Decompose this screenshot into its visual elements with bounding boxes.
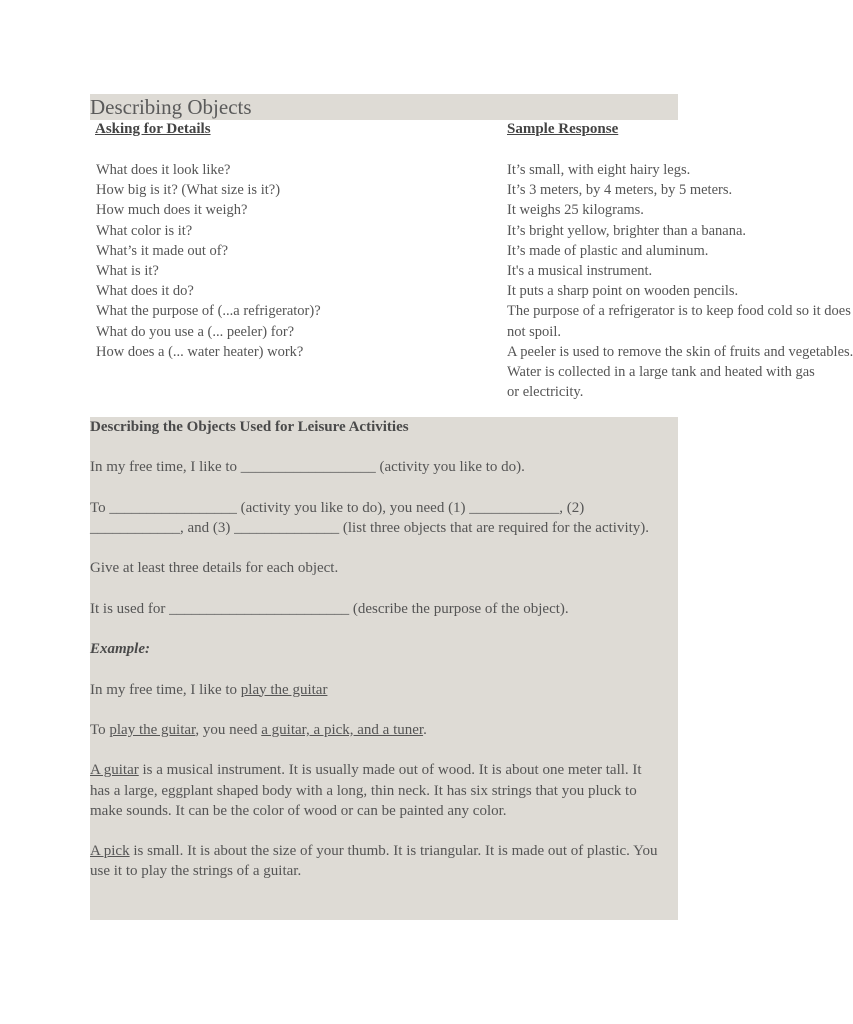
question-item: What’s it made out of? <box>96 242 229 259</box>
question-item: How much does it weigh? <box>96 202 248 219</box>
response-item: It’s bright yellow, brighter than a banana. <box>507 222 747 239</box>
response-item: It’s small, with eight hairy legs. <box>507 162 691 178</box>
response-item: It weighs 25 kilograms. <box>507 202 644 219</box>
question-item: What does it look like? <box>96 162 231 178</box>
example-text: To <box>90 721 110 738</box>
question-item: What the purpose of (...a refrigerator)? <box>96 303 321 320</box>
leisure-content <box>90 417 665 902</box>
asking-heading: Asking for Details <box>95 121 211 137</box>
response-item: A peeler is used to remove the skin of fruits and vegetables. <box>507 343 853 360</box>
sample-heading: Sample Response <box>507 121 619 137</box>
example-activity-link: play the guitar <box>109 721 196 738</box>
page-title: Describing Objects <box>90 95 252 119</box>
question-item: How does a (... water heater) work? <box>96 343 304 360</box>
question-item: What do you use a (... peeler) for? <box>96 323 295 340</box>
leisure-heading: Describing the Objects Used for Leisure Activities <box>90 419 409 435</box>
response-item: or electricity. <box>507 384 584 401</box>
example-text: , you need <box>195 721 262 738</box>
question-item: How big is it? (What size is it?) <box>96 182 281 199</box>
guitar-term: A guitar <box>90 762 139 779</box>
pick-text: is small. It is about the size of your thumb. It is triangular. It is made out of plastic. You use it to play the strings of a guitar. <box>90 843 658 880</box>
example-free-time <box>90 680 665 700</box>
example-label: Example: <box>90 641 150 658</box>
pick-description <box>90 841 665 881</box>
example-objects-link: a guitar, a pick, and a tuner <box>261 721 424 738</box>
questions-list <box>96 160 321 362</box>
response-item: not spoil. <box>507 323 561 340</box>
example-text: . <box>423 721 427 738</box>
prompt-free-time: In my free time, I like to __________________ (activity you like to do). <box>90 459 525 476</box>
example-activity-link: play the guitar <box>240 681 328 698</box>
example-objects <box>90 720 665 740</box>
example-text: In my free time, I like to <box>90 681 241 698</box>
response-item: The purpose of a refrigerator is to keep food cold so it does <box>507 303 851 320</box>
prompt-details: Give at least three details for each object. <box>90 560 339 577</box>
response-item: It’s made of plastic and aluminum. <box>507 242 709 259</box>
response-item: It's a musical instrument. <box>507 263 653 280</box>
guitar-description <box>90 760 665 821</box>
response-item: Water is collected in a large tank and heated with gas <box>507 364 815 381</box>
prompt-objects-needed: To _________________ (activity you like to do), you need (1) ____________, (2) ____________, and (3) ______________ (list three objects that are required for the activity). <box>90 499 650 536</box>
pick-term: A pick <box>90 843 130 860</box>
question-item: What is it? <box>96 263 159 280</box>
response-item: It puts a sharp point on wooden pencils. <box>507 283 739 300</box>
prompt-purpose: It is used for ________________________ (describe the purpose of the object). <box>90 600 569 617</box>
guitar-text: is a musical instrument. It is usually made out of wood. It is about one meter tall. It has a large, eggplant shaped body with a long, thin neck. It has six strings that you pluck to make sounds. It can be the color of wood or can be painted any color. <box>90 762 642 819</box>
responses-list <box>507 160 853 402</box>
question-item: What color is it? <box>96 222 193 239</box>
response-item: It’s 3 meters, by 4 meters, by 5 meters. <box>507 182 733 199</box>
question-item: What does it do? <box>96 283 194 300</box>
